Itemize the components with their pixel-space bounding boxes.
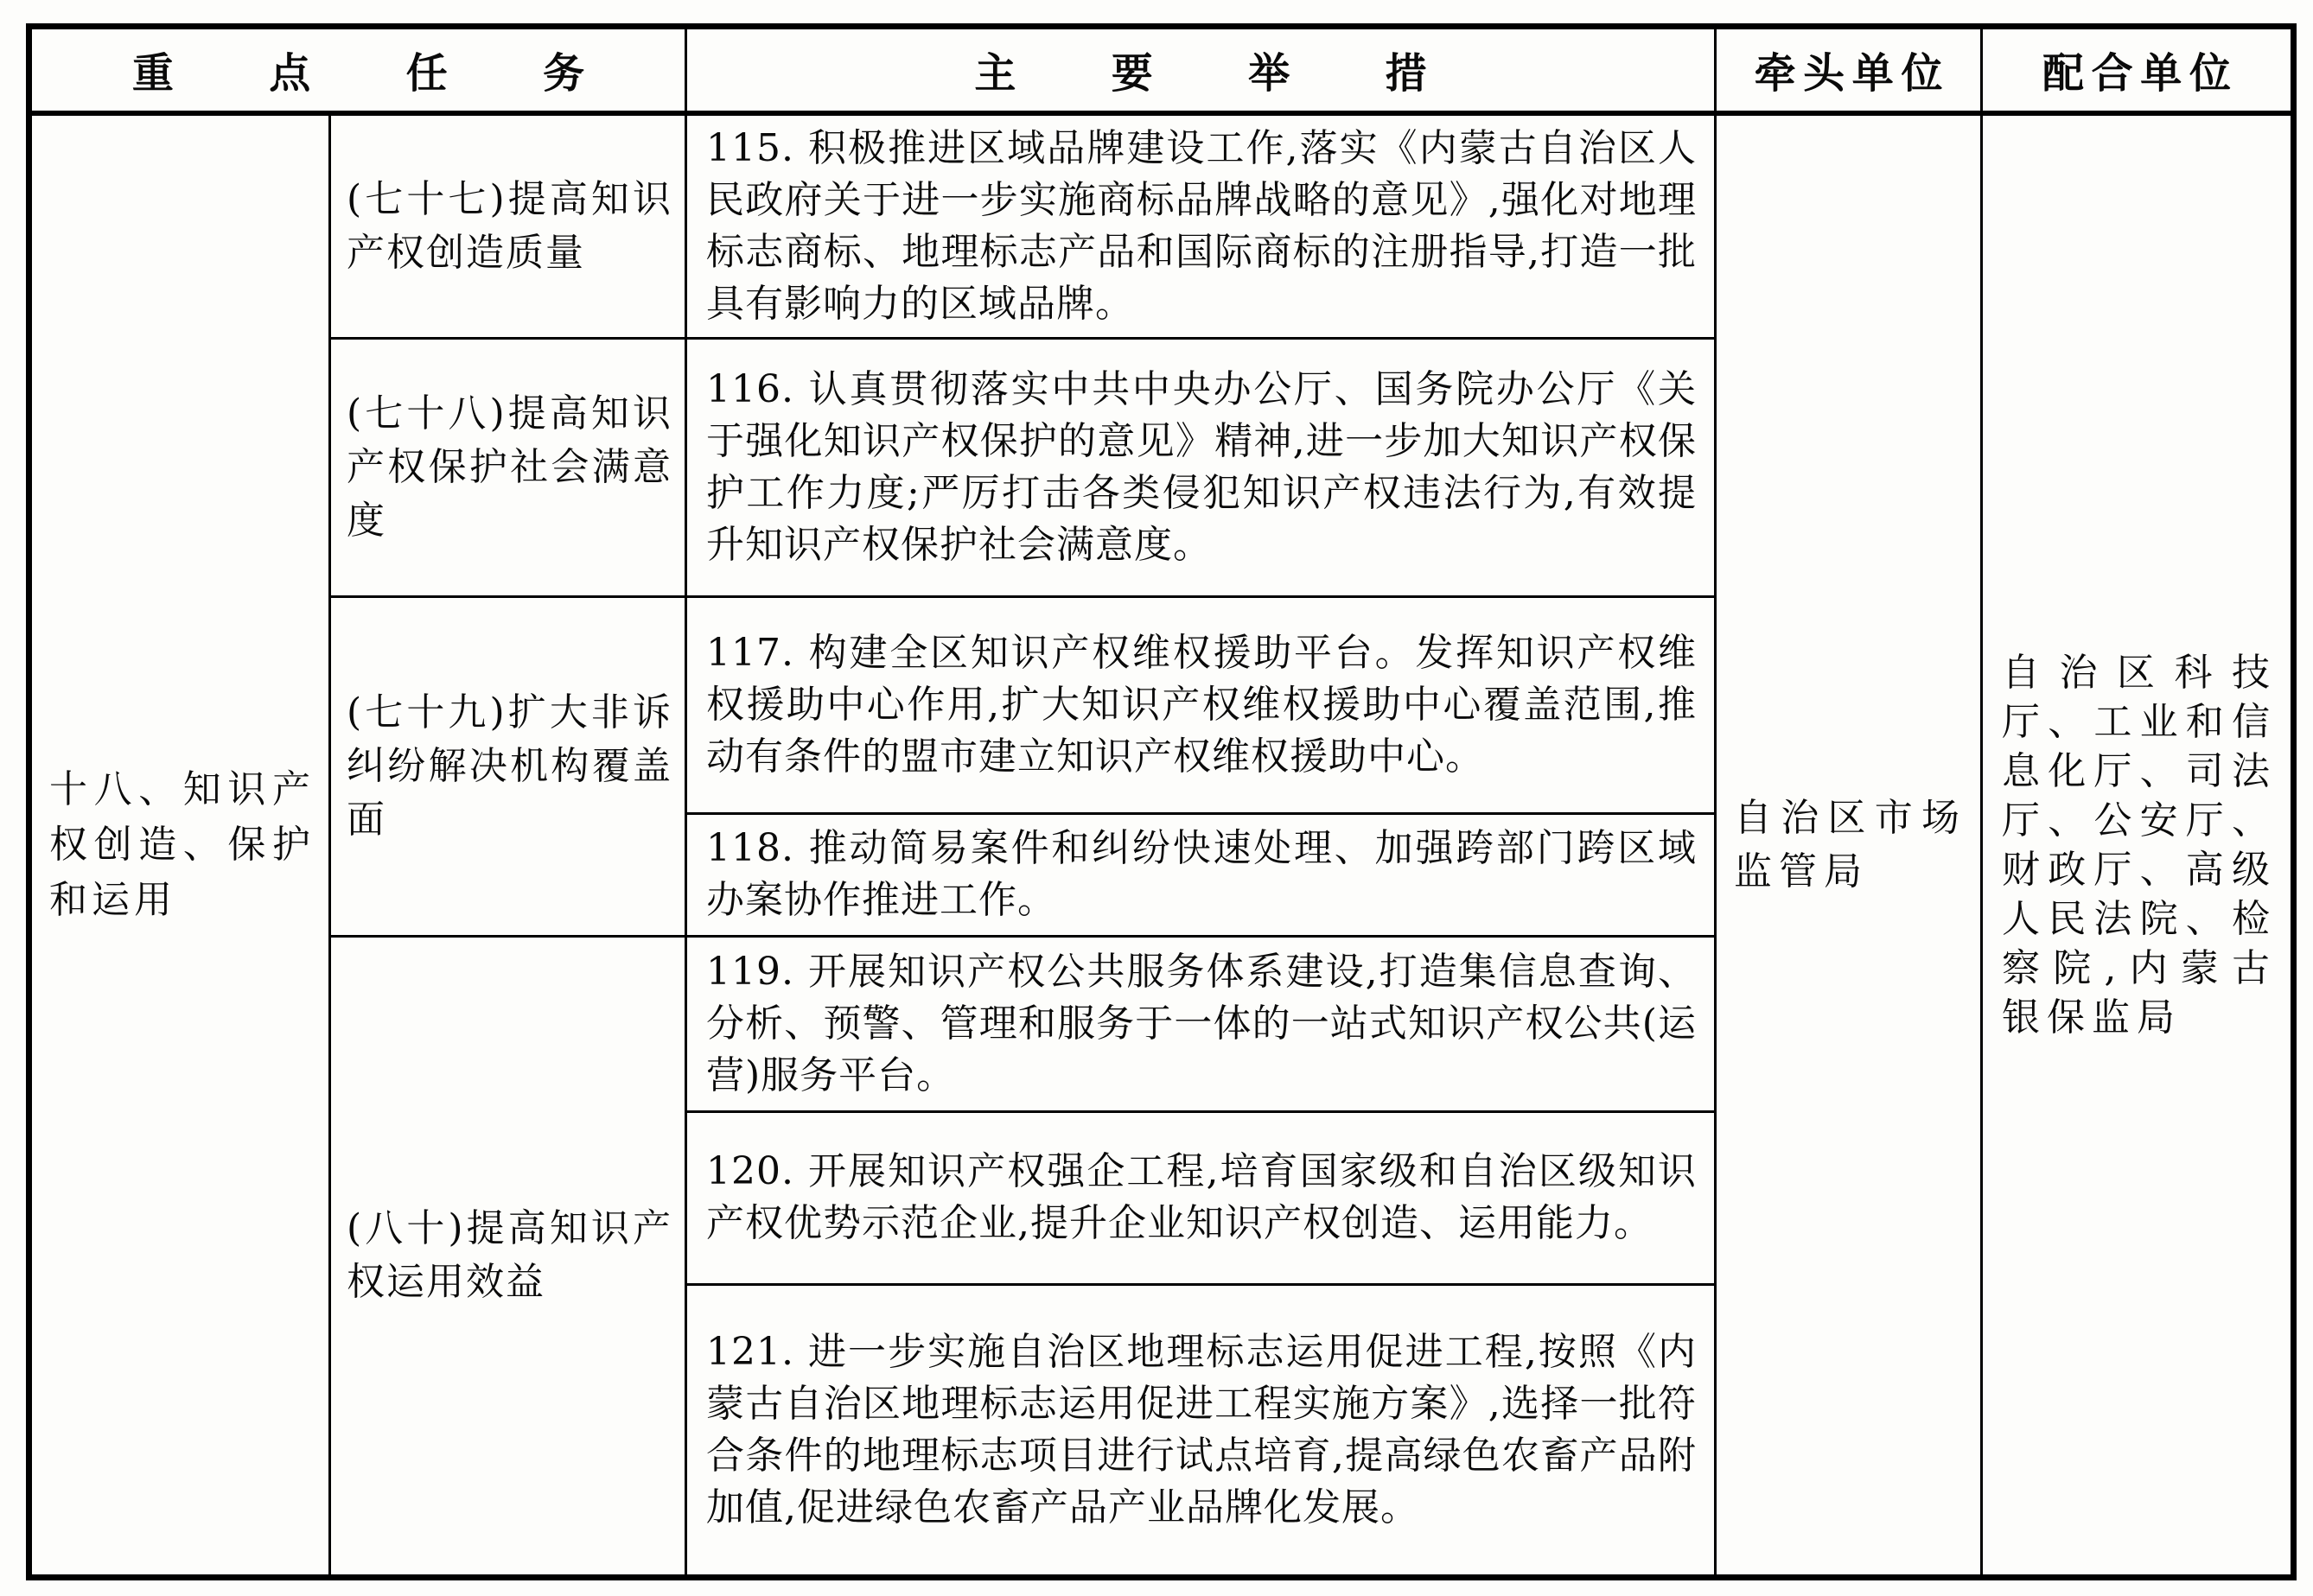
- lead-unit-cell: 自治区市场监管局: [1716, 113, 1982, 1578]
- measure-cell-120: 120. 开展知识产权强企工程,培育国家级和自治区级知识产权优势示范企业,提升企业知识产权创造、运用能力。: [686, 1111, 1716, 1284]
- task-cell-78: (七十八)提高知识产权保护社会满意度: [330, 338, 686, 596]
- measure-cell-115: 115. 积极推进区域品牌建设工作,落实《内蒙古自治区人民政府关于进一步实施商标品牌战略的意见》,强化对地理标志商标、地理标志产品和国际商标的注册指导,打造一批具有影响力的区域品牌。: [686, 113, 1716, 339]
- measure-cell-116: 116. 认真贯彻落实中共中央办公厅、国务院办公厅《关于强化知识产权保护的意见》精神,进一步加大知识产权保护工作力度;严厉打击各类侵犯知识产权违法行为,有效提升知识产权保护社会满意度。: [686, 338, 1716, 596]
- header-support-unit: 配合单位: [1982, 27, 2294, 113]
- task-cell-77: (七十七)提高知识产权创造质量: [330, 113, 686, 339]
- header-key-tasks: 重点任务: [29, 27, 686, 113]
- task-cell-79: (七十九)扩大非诉纠纷解决机构覆盖面: [330, 596, 686, 936]
- measure-cell-118: 118. 推动简易案件和纠纷快速处理、加强跨部门跨区域办案协作推进工作。: [686, 813, 1716, 936]
- measure-cell-121: 121. 进一步实施自治区地理标志运用促进工程,按照《内蒙古自治区地理标志运用促进工程实施方案》,选择一批符合条件的地理标志项目进行试点培育,提高绿色农畜产品附加值,促进绿色农畜产品产业品牌化发展。: [686, 1284, 1716, 1577]
- header-main-measures: 主要举措: [686, 27, 1716, 113]
- table-row-115: [29, 113, 2294, 339]
- support-unit-cell: 自治区科技厅、工业和信息化厅、司法厅、公安厅、财政厅、高级人民法院、检察院,内蒙古银保监局: [1982, 113, 2294, 1578]
- measure-cell-119: 119. 开展知识产权公共服务体系建设,打造集信息查询、分析、预警、管理和服务于一体的一站式知识产权公共(运营)服务平台。: [686, 936, 1716, 1111]
- header-lead-unit: 牵头单位: [1716, 27, 1982, 113]
- key-tasks-table: [26, 23, 2297, 1580]
- task-cell-80: (八十)提高知识产权运用效益: [330, 936, 686, 1577]
- measure-cell-117: 117. 构建全区知识产权维权援助平台。发挥知识产权维权援助中心作用,扩大知识产权维权援助中心覆盖范围,推动有条件的盟市建立知识产权维权援助中心。: [686, 596, 1716, 813]
- table-header-row: [29, 27, 2294, 113]
- category-cell: 十八、知识产权创造、保护和运用: [29, 113, 330, 1578]
